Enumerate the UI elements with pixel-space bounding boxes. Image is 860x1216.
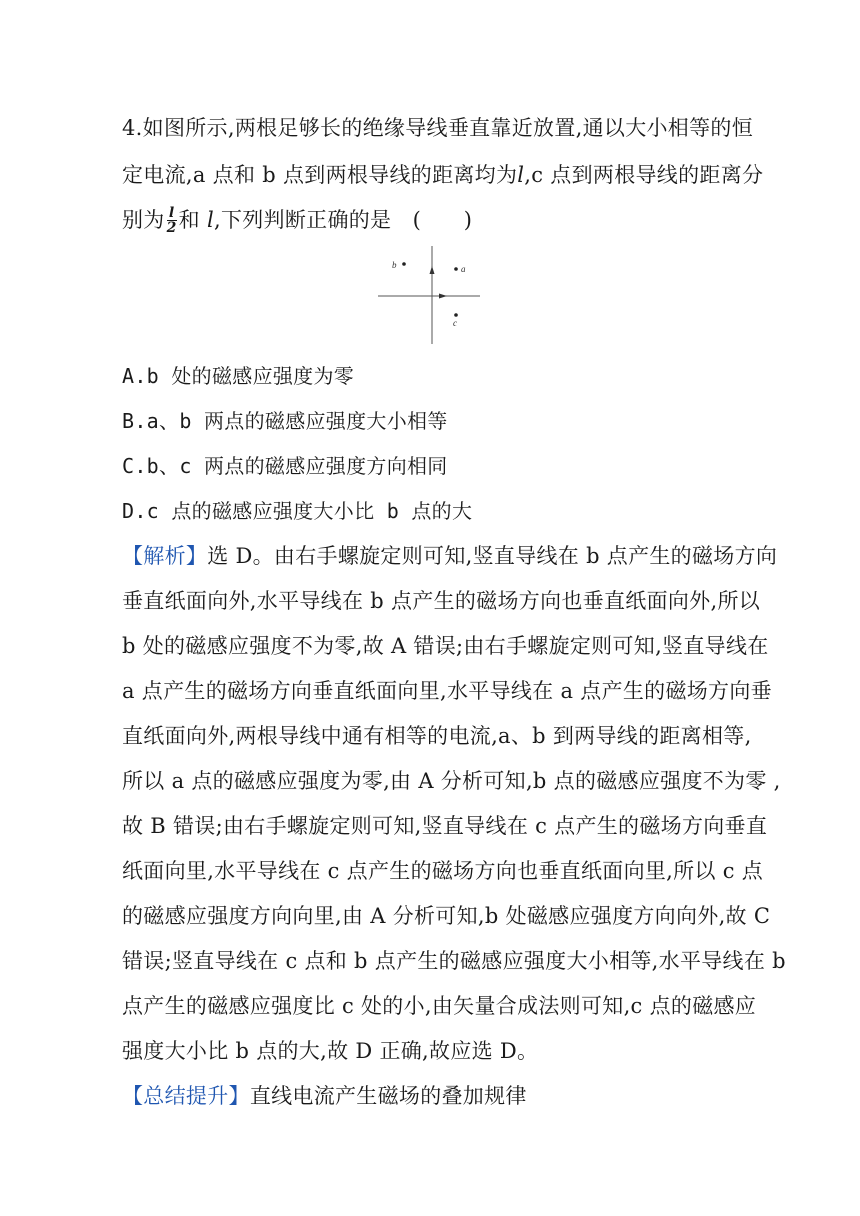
analysis-tag: 【解析】: [122, 544, 208, 568]
summary-line: [122, 1082, 527, 1110]
fraction-l-over-2: [167, 206, 177, 235]
wire-diagram: [372, 244, 484, 346]
question-text: 和: [178, 208, 207, 232]
analysis-line: 强度大小比 b 点的大,故 D 正确,故应选 D。: [122, 1039, 539, 1063]
analysis-line: 所以 a 点的磁感应强度为零,由 A 分析可知,b 点的磁感应强度不为零 ,: [122, 769, 781, 793]
point-a-dot: [454, 267, 458, 271]
current-up-arrow-icon: [430, 266, 435, 274]
point-a-label: a: [461, 264, 466, 274]
option-b: B.a、b 两点的磁感应强度大小相等: [122, 409, 448, 433]
analysis-line: 错误;竖直导线在 c 点和 b 点产生的磁感应强度大小相等,水平导线在 b: [122, 949, 786, 973]
question-line-1: [122, 114, 753, 142]
variable-l: l: [206, 208, 214, 232]
question-text: 别为: [122, 208, 165, 232]
analysis-line: 直纸面向外,两根导线中通有相等的电流,a、b 到两导线的距离相等,: [122, 724, 752, 748]
question-text: 定电流,a 点和 b 点到两根导线的距离均为: [122, 163, 518, 187]
point-b-dot: [402, 262, 406, 266]
option-a: A.b 处的磁感应强度为零: [122, 364, 355, 388]
current-right-arrow-icon: [439, 294, 447, 299]
analysis-line: b 处的磁感应强度不为零,故 A 错误;由右手螺旋定则可知,竖直导线在: [122, 634, 769, 658]
point-b-label: b: [392, 260, 397, 270]
question-number: 4.: [122, 116, 143, 140]
option-d: D.c 点的磁感应强度大小比 b 点的大: [122, 499, 473, 523]
fraction-denominator: 2: [166, 220, 177, 236]
analysis-line: 故 B 错误;由右手螺旋定则可知,竖直导线在 c 点产生的磁场方向垂直: [122, 814, 768, 838]
fraction-numerator: l: [167, 206, 177, 221]
question-line-3: [122, 206, 472, 236]
option-c: C.b、c 两点的磁感应强度方向相同: [122, 454, 448, 478]
question-line-2: [122, 161, 763, 189]
point-c-dot: [454, 313, 458, 317]
summary-text: 直线电流产生磁场的叠加规律: [249, 1084, 527, 1108]
variable-l: l: [517, 163, 525, 187]
question-text: ,c 点到两根导线的距离分: [524, 163, 764, 187]
analysis-line: 的磁感应强度方向向里,由 A 分析可知,b 处磁感应强度方向向外,故 C: [122, 904, 771, 928]
analysis-line: a 点产生的磁场方向垂直纸面向里,水平导线在 a 点产生的磁场方向垂: [122, 679, 772, 703]
point-c-label: c: [453, 318, 457, 328]
analysis-line: 点产生的磁感应强度比 c 处的小,由矢量合成法则可知,c 点的磁感应: [122, 994, 757, 1018]
question-text: 如图所示,两根足够长的绝缘导线垂直靠近放置,通以大小相等的恒: [142, 116, 753, 140]
question-text: ,下列判断正确的是 ( ): [213, 208, 473, 232]
summary-tag: 【总结提升】: [122, 1084, 250, 1108]
analysis-line: 垂直纸面向外,水平导线在 b 点产生的磁场方向也垂直纸面向外,所以: [122, 589, 761, 613]
analysis-text: 选 D。由右手螺旋定则可知,竖直导线在 b 点产生的磁场方向: [207, 544, 778, 568]
analysis-line: [122, 542, 777, 570]
analysis-line: 纸面向里,水平导线在 c 点产生的磁场方向也垂直纸面向里,所以 c 点: [122, 859, 764, 883]
